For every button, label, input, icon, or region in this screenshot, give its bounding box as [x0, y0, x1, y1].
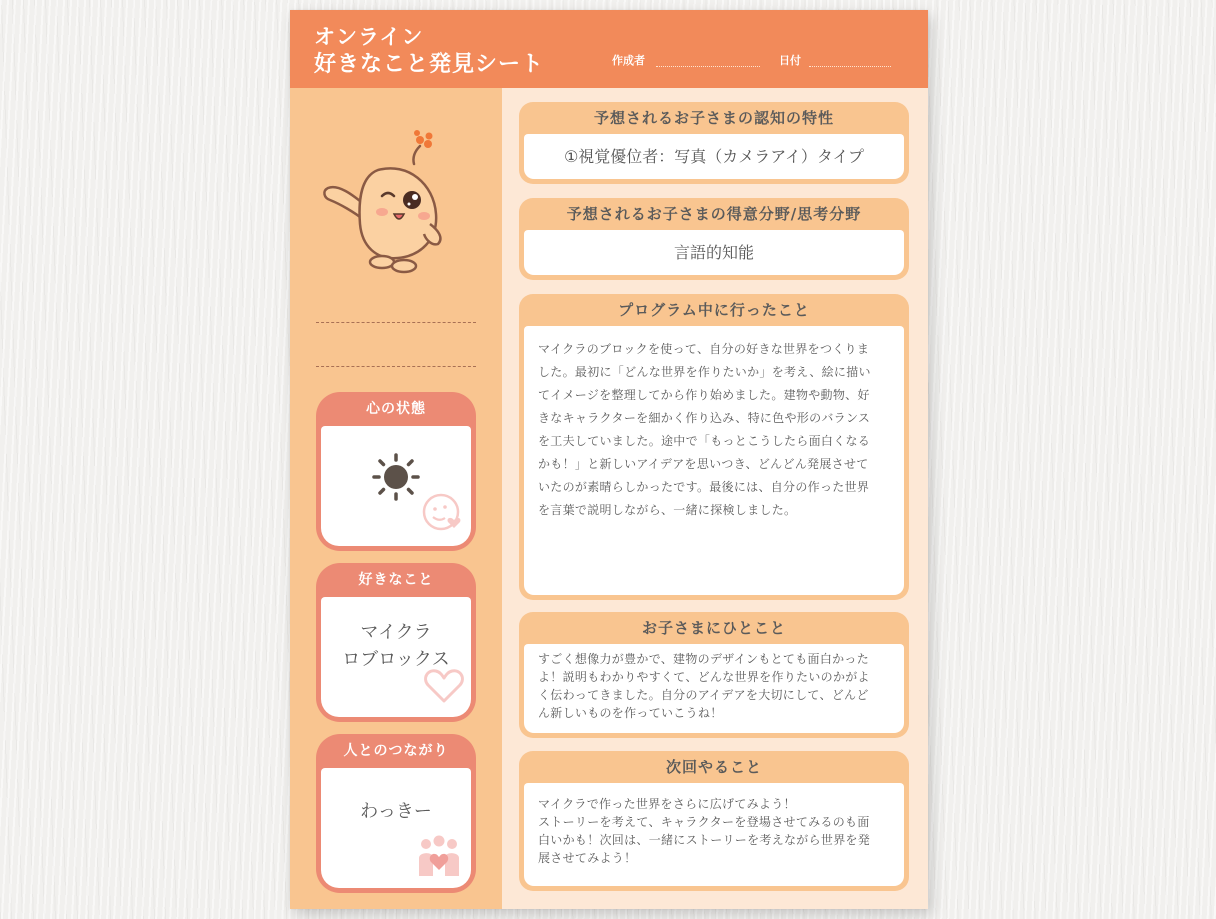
sheet-header: [290, 10, 928, 88]
message-body: [524, 644, 904, 733]
sun-icon: [371, 452, 421, 502]
mind-state-card: [316, 392, 476, 551]
cognition-value: ①視覚優位者：写真（カメラアイ）タイプ: [524, 134, 904, 179]
next-title: 次回やること: [665, 758, 762, 776]
next-line: マイクラで作った世界をさらに広げてみよう！: [538, 797, 796, 811]
program-card: [519, 294, 909, 600]
likes-title: 好きなこと: [358, 572, 434, 588]
message-line: よ！説明もわかりやすくて、どんな世界を作りたいのかがよ: [538, 670, 870, 684]
connections-card: [316, 734, 476, 893]
sheet-title-line1: オンライン: [314, 25, 424, 49]
mind-state-body: [321, 426, 471, 546]
date-field[interactable]: [809, 66, 891, 67]
program-line: を工夫していました。途中で「もっとこうしたら面白くなる: [538, 434, 871, 448]
strength-card: [519, 198, 909, 280]
blank-line-2: [316, 366, 476, 367]
next-line: 白いかも！次回は、一緒にストーリーを考えながら世界を発: [538, 833, 871, 847]
strength-value: 言語的知能: [524, 230, 904, 275]
program-body: [524, 326, 904, 595]
cognition-title: 予想されるお子さまの認知の特性: [593, 109, 834, 127]
left-panel: [290, 88, 502, 909]
program-title: プログラム中に行ったこと: [618, 301, 810, 319]
program-line: いたのが素晴らしかったです。最後には、自分の作った世界: [538, 480, 870, 494]
program-line: てイメージを整理してから作り始めました。建物や動物、好: [538, 388, 870, 402]
people-heart-icon: [417, 834, 461, 878]
connections-body: [321, 768, 471, 888]
author-label: 作成者: [612, 54, 645, 67]
next-line: ストーリーを考えて、キャラクターを登場させてみるのも面: [538, 815, 870, 829]
message-line: すごく想像力が豊かで、建物のデザインもとても面白かった: [538, 652, 870, 666]
likes-text-line2: ロブロックス: [342, 649, 450, 670]
mascot-character: [316, 128, 446, 278]
program-line: マイクラのブロックを使って、自分の好きな世界をつくりま: [538, 342, 870, 356]
connections-text: わっきー: [360, 801, 432, 822]
mind-state-title: 心の状態: [366, 401, 426, 417]
blank-line-1: [316, 322, 476, 323]
sheet-title-line2: 好きなこと発見シート: [314, 52, 545, 77]
strength-title: 予想されるお子さまの得意分野/思考分野: [566, 205, 862, 223]
likes-text-line1: マイクラ: [360, 622, 432, 643]
program-line: した。最初に「どんな世界を作りたいか」を考え、絵に描い: [538, 365, 871, 379]
date-label: 日付: [779, 54, 801, 67]
cognition-card: [519, 102, 909, 184]
likes-card: [316, 563, 476, 722]
heart-outline-icon: [423, 667, 465, 705]
message-card: [519, 612, 909, 738]
message-title: お子さまにひとこと: [641, 619, 786, 637]
message-line: く伝わってきました。自分のアイデアを大切にして、どんど: [538, 688, 869, 702]
next-line: 展させてみよう！: [538, 851, 637, 865]
next-body: [524, 783, 904, 886]
program-line: かも！」と新しいアイデアを思いつき、どんどん発展させて: [538, 457, 869, 471]
program-line: きなキャラクターを細かく作り込み、特に色や形のバランス: [538, 411, 871, 425]
program-line: を言葉で説明しながら、一緒に探検しました。: [538, 503, 797, 517]
connections-title: 人とのつながり: [343, 743, 449, 759]
likes-body: [321, 597, 471, 717]
smile-heart-face-icon: [421, 492, 465, 536]
message-line: ん新しいものを作っていこうね！: [538, 706, 723, 720]
author-field[interactable]: [656, 66, 760, 67]
next-card: [519, 751, 909, 891]
discovery-sheet: [290, 10, 928, 909]
